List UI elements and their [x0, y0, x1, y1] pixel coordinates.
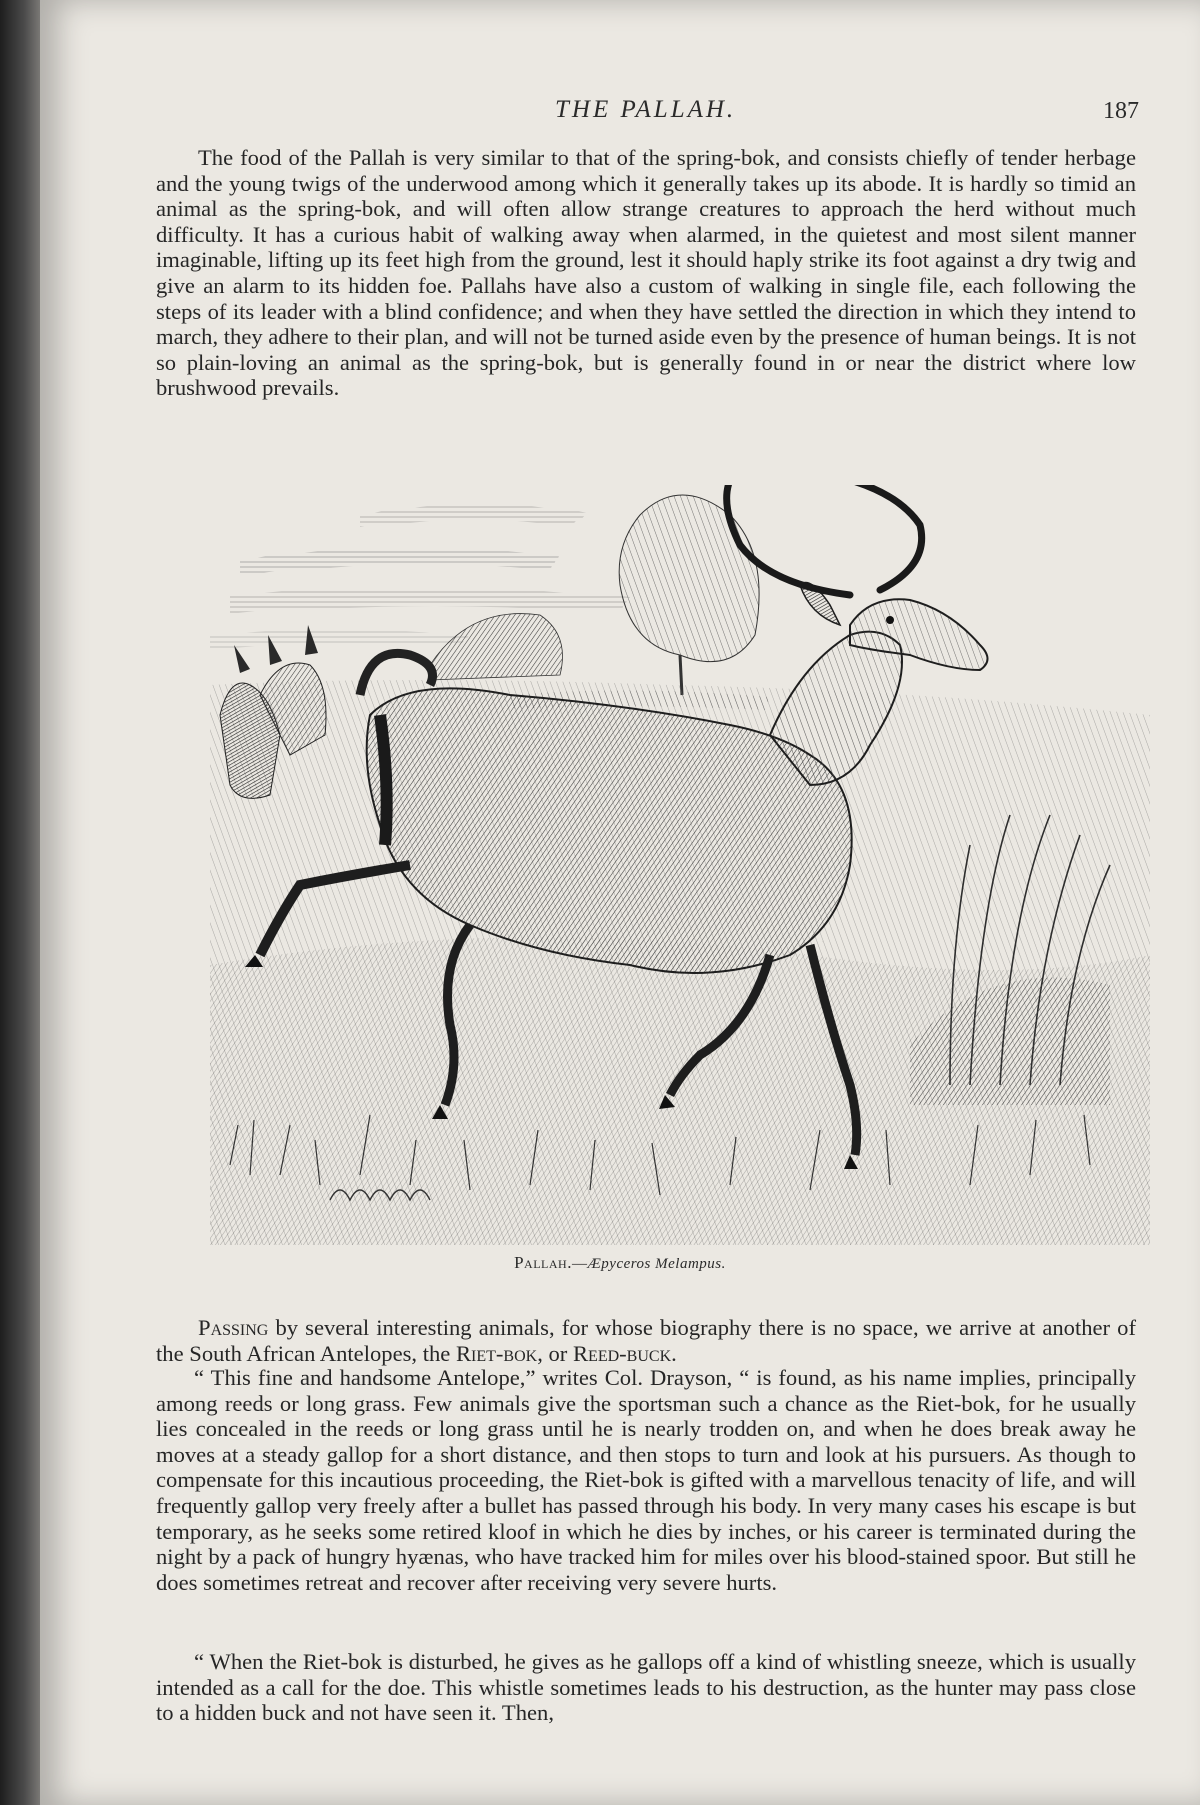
text-period: .	[671, 1340, 677, 1366]
running-title: THE PALLAH.	[555, 96, 737, 123]
paragraph-lead-word: Passing	[198, 1315, 269, 1340]
willow-tree	[619, 495, 759, 695]
paragraph-pallah-food: The food of the Pallah is very similar to that of the spring-bok, and consists chiefly of tender herbage and the young twigs of the underwood among which it generally takes up its abode. It is hardly so timid an animal as the spring-bok, and will often allow strange creatures to approach the herd without much difficulty. It has a curious habit of walking away when alarmed, in the quietest and most silent manner imaginable, lifting up its feet high from the ground, lest it should haply strike its foot against a dry twig and give an alarm to its hidden foe. Pallahs have also a custom of walking in single file, each following the steps of its leader with a blind confidence; and when they have settled the direction in which they intend to march, they adhere to their plan, and will not be turned aside even by the presence of human beings. It is not so plain-loving an animal as the spring-bok, but is generally found in or near the district where low brushwood prevails.	[156, 145, 1137, 401]
pallah-engraving	[210, 485, 1150, 1245]
caption-scientific-name: Æpyceros Melampus.	[587, 1256, 726, 1272]
term-riet-bok: Riet-bok	[455, 1340, 538, 1366]
page-number: 187	[1103, 98, 1139, 124]
book-gutter	[0, 0, 40, 1805]
paragraph-passing-text: by several interesting animals, for whose biography there is no space, we arrive at another of the South African Antelopes, the	[156, 1315, 1136, 1366]
caption-common-name: Pallah.	[514, 1253, 572, 1272]
figure-caption	[40, 1253, 1200, 1273]
book-page	[40, 0, 1200, 1805]
paragraph-drayson-quote: “ This fine and handsome Antelope,” writes Col. Drayson, “ is found, as his name implies, principally among reeds or long grass. Few animals give the sportsman such a chance as the Riet-bok, for he usually lies concealed in the reeds or long grass until he is nearly trodden on, and when he does break away he moves at a steady gallop for a short distance, and then stops to turn and look at his pursuers. As though to compensate for this incautious proceeding, the Riet-bok is gifted with a marvellous tenacity of life, and will frequently gallop very freely after a bullet has passed through his body. In very many cases his escape is but temporary, as he seeks some retired kloof in which he dies by inches, or his career is terminated during the night by a pack of hungry hyænas, who have tracked him for miles over his blood-stained spoor. But still he does sometimes retreat and recover after receiving very severe hurts.	[156, 1365, 1136, 1595]
term-reed-buck: Reed-buck	[572, 1340, 672, 1366]
paragraph-riet-bok-sneeze: “ When the Riet-bok is disturbed, he gives as he gallops off a kind of whistling sneeze, which is usually intended as a call for the doe. This whistle sometimes leads to his destruction, as the hunter may pass close to a hidden buck and not have seen it. Then,	[156, 1649, 1136, 1726]
running-head	[40, 96, 1200, 126]
sky-clouds	[210, 504, 630, 649]
text-or: , or	[537, 1340, 573, 1366]
caption-dash: —	[571, 1256, 588, 1272]
paragraph-passing	[156, 1315, 1136, 1366]
